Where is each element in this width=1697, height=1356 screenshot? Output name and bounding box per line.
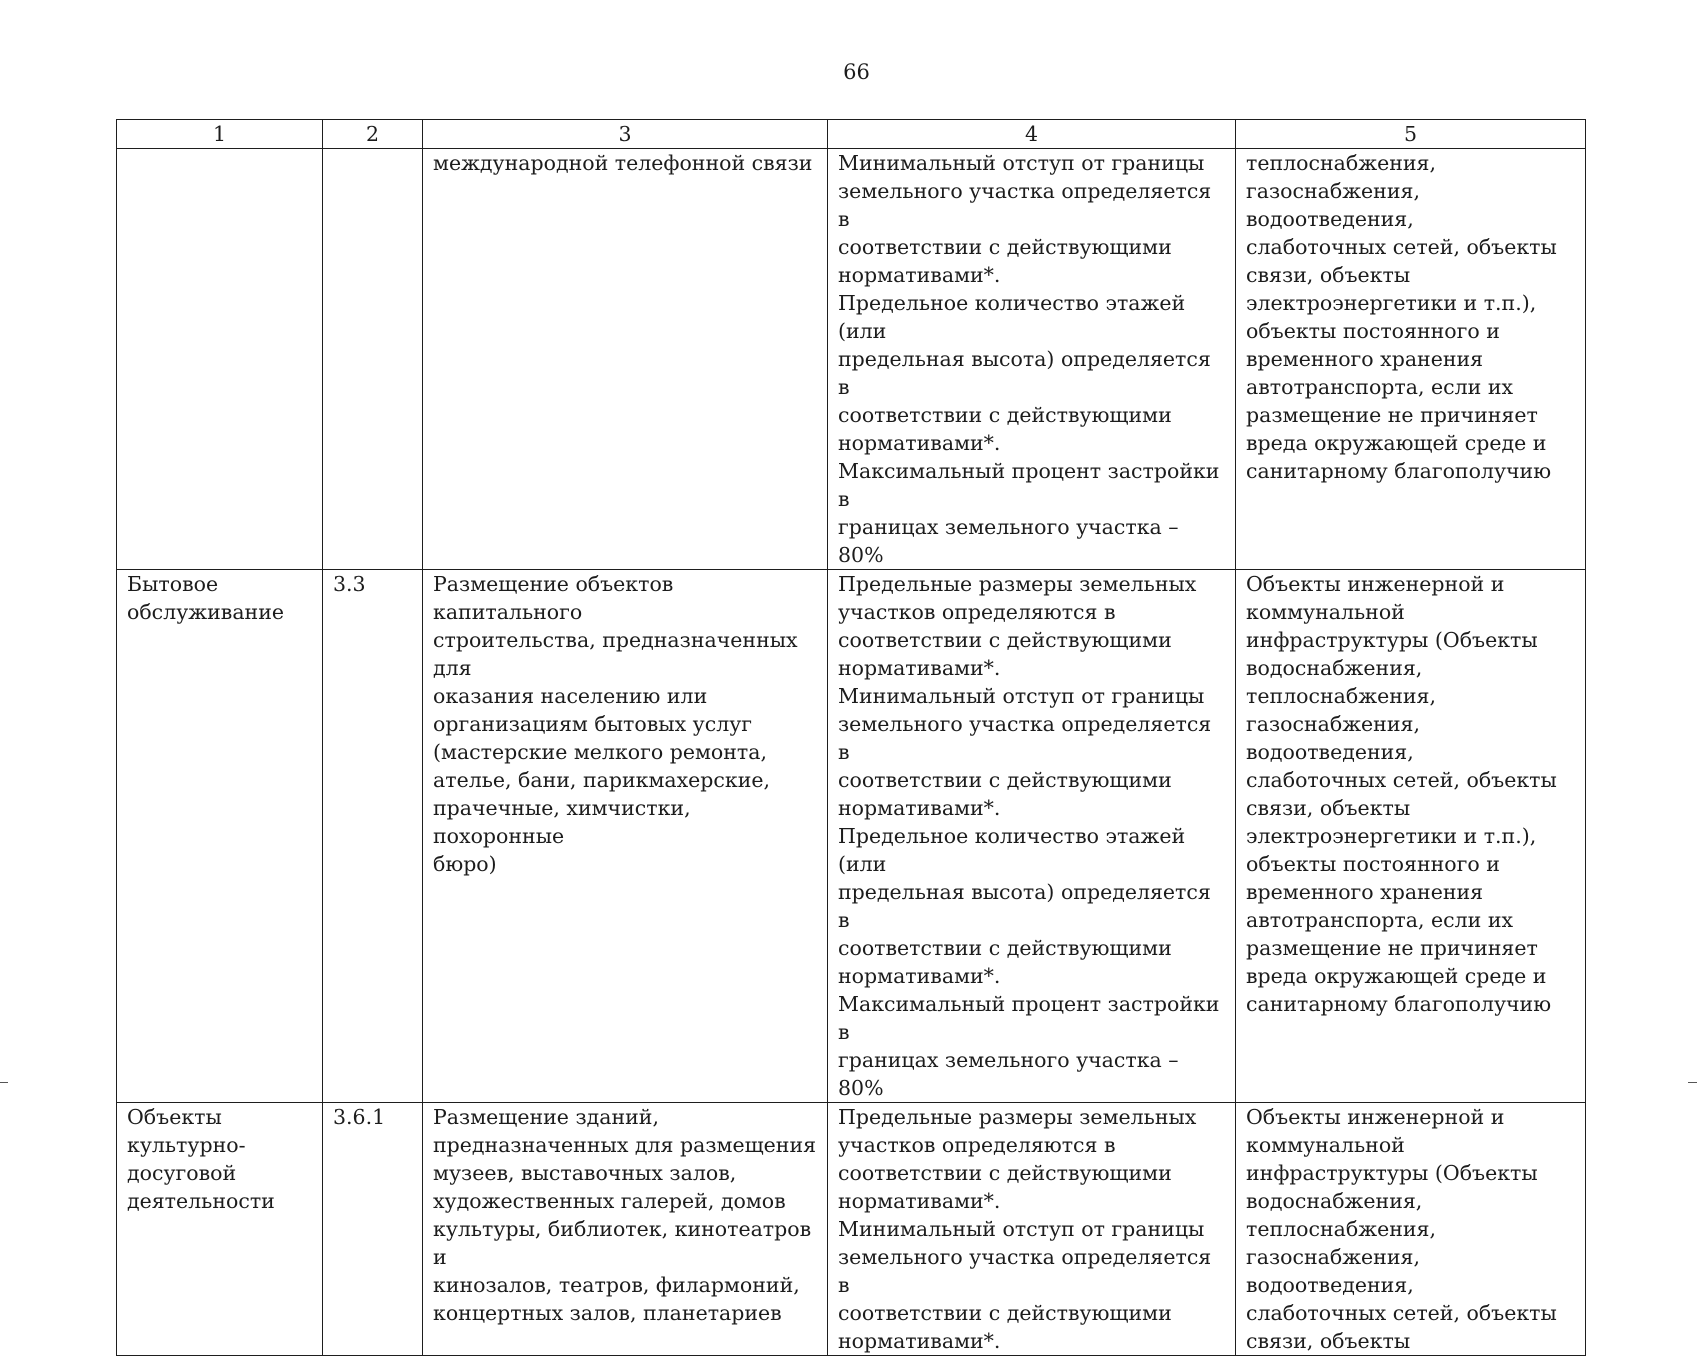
auxiliary-uses-text: Объекты инженерной и коммунальной инфраструктуры (Объекты водоснабжения, теплоснабжения, газоснабжения, водоотведения, слаботочных сетей, объекты связи, объекты: [1246, 1105, 1557, 1353]
table-cell: [828, 1103, 1236, 1356]
column-header-4: 4: [828, 120, 1236, 149]
column-header-1: 1: [117, 120, 323, 149]
parameters-text: Предельные размеры земельных участков определяются в соответствии с действующими нормативами*. Минимальный отступ от границы земельного участка определяется в соответствии с действующими нормативами*. Предельное количество этажей (или предельная высота) определяется в соответствии с действующими нормативами*. Максимальный процент застройки в границах земельного участка – 80%: [838, 572, 1220, 1100]
table-cell: [423, 570, 828, 1103]
table-cell: [117, 1103, 323, 1356]
table-row: [117, 149, 1586, 570]
table-cell: [1236, 570, 1586, 1103]
parameters-text: Предельные размеры земельных участков определяются в соответствии с действующими нормативами*. Минимальный отступ от границы земельного участка определяется в соответствии с действующими нормативами*.: [838, 1105, 1212, 1353]
land-use-code: 3.6.1: [333, 1105, 386, 1129]
land-use-type: Бытовое обслуживание: [127, 572, 284, 624]
land-use-code: 3.3: [333, 572, 366, 596]
table-cell: [828, 149, 1236, 570]
table-header-row: [117, 120, 1586, 149]
table-row: [117, 570, 1586, 1103]
table-cell: [423, 1103, 828, 1356]
table-cell: [323, 570, 423, 1103]
table-cell: [423, 149, 828, 570]
auxiliary-uses-text: теплоснабжения, газоснабжения, водоотведения, слаботочных сетей, объекты связи, объекты электроэнергетики и т.п.), объекты постоянного и временного хранения автотранспорта, если их размещение не причиняет вреда окружающей среде и санитарному благополучию: [1246, 151, 1557, 483]
land-use-type: Объекты культурно- досуговой деятельности: [127, 1105, 275, 1213]
parameters-text: Минимальный отступ от границы земельного участка определяется в соответствии с действующими нормативами*. Предельное количество этажей (или предельная высота) определяется в соответствии с действующими нормативами*. Максимальный процент застройки в границах земельного участка – 80%: [838, 151, 1220, 567]
table-cell: [1236, 149, 1586, 570]
column-header-2: 2: [323, 120, 423, 149]
table-cell: [323, 1103, 423, 1356]
table-cell: [1236, 1103, 1586, 1356]
table-cell: [323, 149, 423, 570]
land-use-description: Размещение зданий, предназначенных для размещения музеев, выставочных залов, художественных галерей, домов культуры, библиотек, кинотеатров и кинозалов, театров, филармоний, концертных залов, планетариев: [433, 1105, 817, 1325]
table-row: [117, 1103, 1586, 1356]
table-cell: [117, 149, 323, 570]
left-margin-mark: [0, 1082, 8, 1083]
table-cell: [828, 570, 1236, 1103]
land-use-description: международной телефонной связи: [433, 151, 813, 175]
auxiliary-uses-text: Объекты инженерной и коммунальной инфраструктуры (Объекты водоснабжения, теплоснабжения, газоснабжения, водоотведения, слаботочных сетей, объекты связи, объекты электроэнергетики и т.п.), объекты постоянного и временного хранения автотранспорта, если их размещение не причиняет вреда окружающей среде и санитарному благополучию: [1246, 572, 1557, 1016]
column-header-5: 5: [1236, 120, 1586, 149]
zoning-table: [116, 119, 1586, 1356]
table-cell: [117, 570, 323, 1103]
column-header-3: 3: [423, 120, 828, 149]
page-number: 66: [843, 60, 870, 84]
land-use-description: Размещение объектов капитального строительства, предназначенных для оказания населению или организациям бытовых услуг (мастерские мелкого ремонта, ателье, бани, парикмахерские, прачечные, химчистки, похоронные бюро): [433, 572, 798, 876]
right-margin-mark: [1688, 1082, 1697, 1083]
